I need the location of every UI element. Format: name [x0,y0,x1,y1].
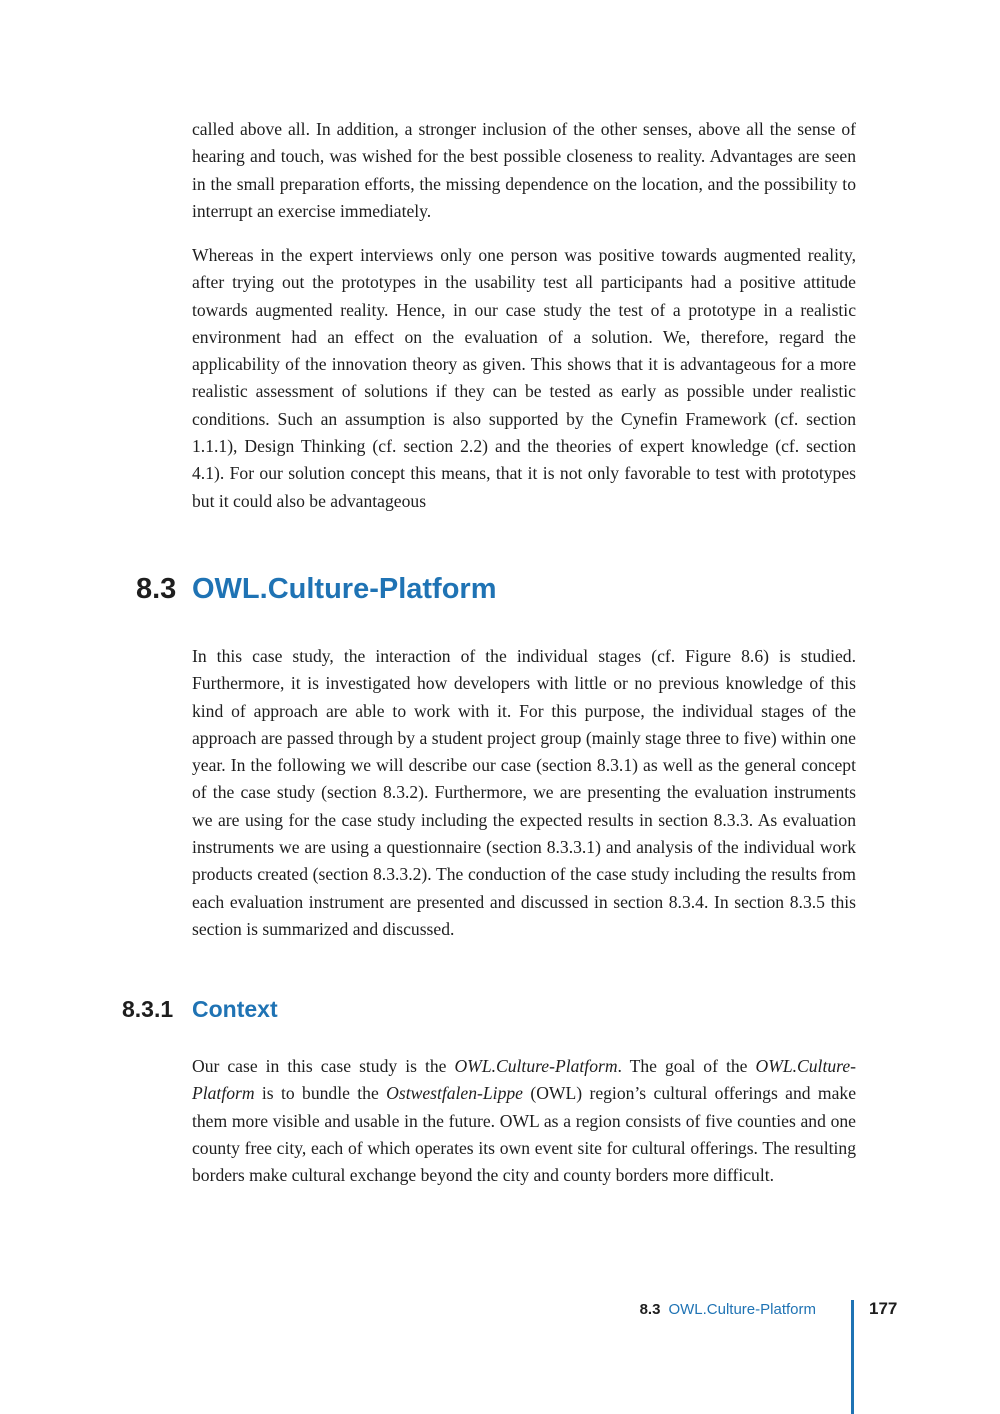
emphasis-platform-name: OWL.Culture-Platform [192,1056,856,1104]
emphasis-region-name: Ostwestfalen-Lippe [386,1083,523,1104]
section-title: OWL.Culture-Platform [192,573,497,605]
paragraph-case-study-overview: In this case study, the interaction of the individual stages (cf. Figure 8.6) is studied. Furthermore, it is investigated how developers with little or no previous knowledge of this kind of approach are able to work with it. For this purpose, the individual stages of the approach are passed through by a student project group (mainly stage three to five) within one year. In the following we will describe our case (section 8.3.1) as well as the general concept of the case study (section 8.3.2). Furthermore, we are presenting the evaluation instruments we are using for the case study including the expected results in section 8.3.3. As evaluation instruments we are using a questionnaire (section 8.3.3.1) and analysis of the individual work products created (section 8.3.3.2). The conduction of the case study including the results from each evaluation instrument are presented and discussed in section 8.3.4. In section 8.3.5 this section is summarized and discussed. [192,646,856,939]
text-run: (OWL) region’s cultural offerings and make them more visible and usable in the future. OWL as a region consists of five counties and one county free city, each of which operates its own event site for cultural offerings. The resulting borders make cultural exchange beyond the city and county borders more difficult. [192,1083,856,1186]
emphasis-platform-name: OWL.Culture-Platform [454,1056,618,1076]
text-run: is to bundle the [254,1083,387,1104]
subsection-number: 8.3.1 [122,996,174,1022]
subsection-title: Context [192,996,278,1022]
paragraph-context [192,1053,856,1189]
footer-vertical-rule [851,1300,854,1414]
page-number: 177 [869,1299,898,1318]
text-run: Our case in this case study is the [192,1056,455,1076]
paragraph-augmented-reality-evaluation: Whereas in the expert interviews only one person was positive towards augmented reality, after trying out the prototypes in the usability test all participants had a positive attitude towards augmented reality. Hence, in our case study the test of a prototype in a realistic environment had an effect on the evaluation of a solution. We, therefore, regard the applicability of the innovation theory as given. This shows that it is advantageous for a more realistic assessment of solutions if they can be tested as early as possible under realistic conditions. Such an assumption is also supported by the Cynefin Framework (cf. section 1.1.1), Design Thinking (cf. section 2.2) and the theories of expert knowledge (cf. section 4.1). For our solution concept this means, that it is not only favorable to test with prototypes but it could also be advantageous [192,245,856,511]
running-footer [560,1299,816,1321]
section-number: 8.3 [136,573,177,605]
footer-section-title: OWL.Culture-Platform [668,1301,816,1318]
paragraph-simulation-summary: called above all. In addition, a stronger inclusion of the other senses, above all the sense of hearing and touch, was wished for the best possible closeness to reality. Advantages are seen in the small preparation efforts, the missing dependence on the location, and the possibility to interrupt an exercise immediately. [192,119,856,221]
text-run: . The goal of the [617,1056,756,1076]
footer-section-number: 8.3 [639,1301,661,1318]
